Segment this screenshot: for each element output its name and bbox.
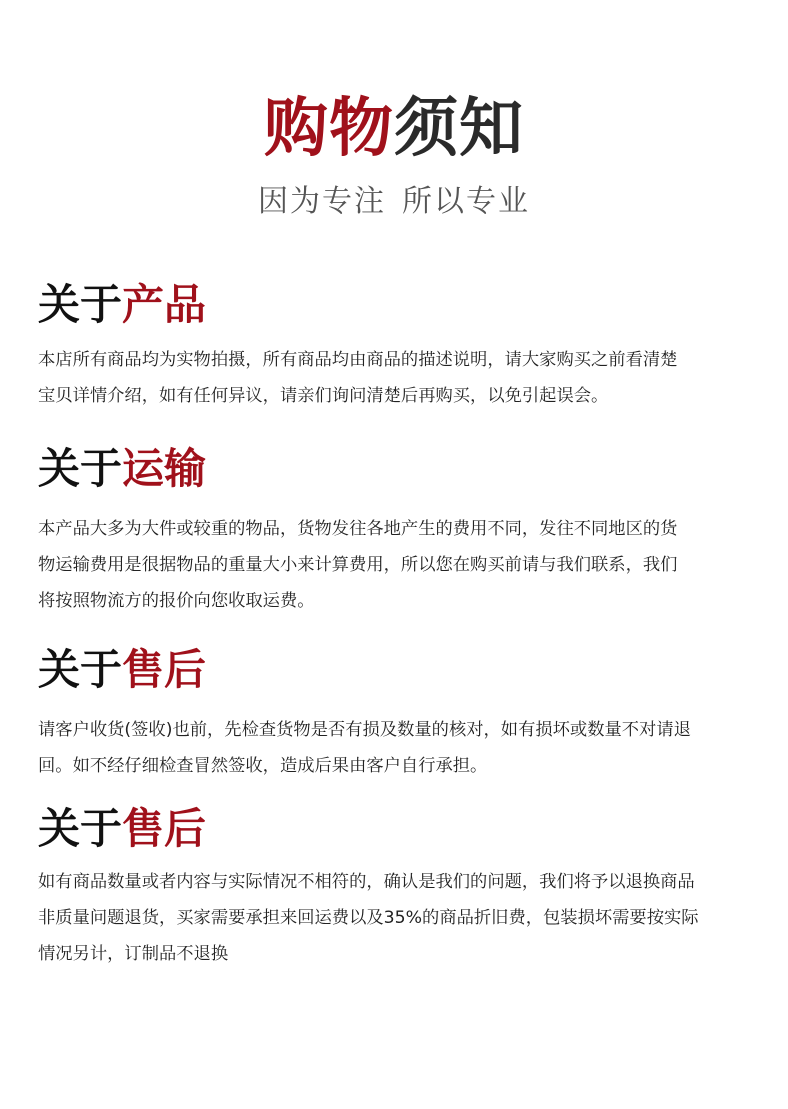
- section-title-prefix: 关于: [38, 645, 123, 694]
- page-title-dark: 须知: [394, 92, 524, 166]
- section-title-after-sales: [38, 644, 206, 696]
- section-body-after-sales: [38, 712, 754, 784]
- section-title-shipping: [38, 443, 206, 495]
- section-body-product: [38, 342, 754, 414]
- section-title-returns: [38, 803, 206, 855]
- section-body-line: 本产品大多为大件或较重的物品，货物发往各地产生的费用不同，发往不同地区的货: [38, 519, 678, 539]
- page-title-accent: 购物: [264, 92, 394, 166]
- section-title-topic: 售后: [122, 645, 207, 694]
- section-title-topic: 售后: [122, 804, 207, 853]
- section-body-line: 物运输费用是很据物品的重量大小来计算费用，所以您在购买前请与我们联系，我们: [38, 555, 678, 575]
- page-subtitle: [0, 178, 788, 226]
- subtitle-part-1: 因为专注: [258, 184, 386, 219]
- section-body-line: 本店所有商品均为实物拍摄，所有商品均由商品的描述说明，请大家购买之前看清楚: [38, 350, 678, 370]
- section-title-topic: 运输: [122, 444, 207, 493]
- section-body-shipping: [38, 511, 754, 619]
- section-body-line: 情况另计，订制品不退换: [38, 944, 229, 964]
- section-body-returns: [38, 864, 754, 972]
- section-title-product: [38, 279, 206, 331]
- section-title-topic: 产品: [122, 280, 207, 329]
- section-body-line: 宝贝详情介绍，如有任何异议，请亲们询问清楚后再购买，以免引起误会。: [38, 386, 609, 406]
- section-title-prefix: 关于: [38, 444, 123, 493]
- section-body-line: 回。如不经仔细检查冒然签收，造成后果由客户自行承担。: [38, 756, 488, 776]
- subtitle-part-2: 所以专业: [402, 184, 530, 219]
- section-body-line: 请客户收货(签收)也前，先检查货物是否有损及数量的核对，如有损坏或数量不对请退: [38, 720, 691, 740]
- section-title-prefix: 关于: [38, 280, 123, 329]
- page-title: [0, 86, 788, 172]
- section-body-line: 非质量问题退货，买家需要承担来回运费以及35%的商品折旧费，包装损坏需要按实际: [38, 908, 699, 928]
- section-body-line: 将按照物流方的报价向您收取运费。: [38, 591, 315, 611]
- section-title-prefix: 关于: [38, 804, 123, 853]
- section-body-line: 如有商品数量或者内容与实际情况不相符的，确认是我们的问题，我们将予以退换商品: [38, 872, 695, 892]
